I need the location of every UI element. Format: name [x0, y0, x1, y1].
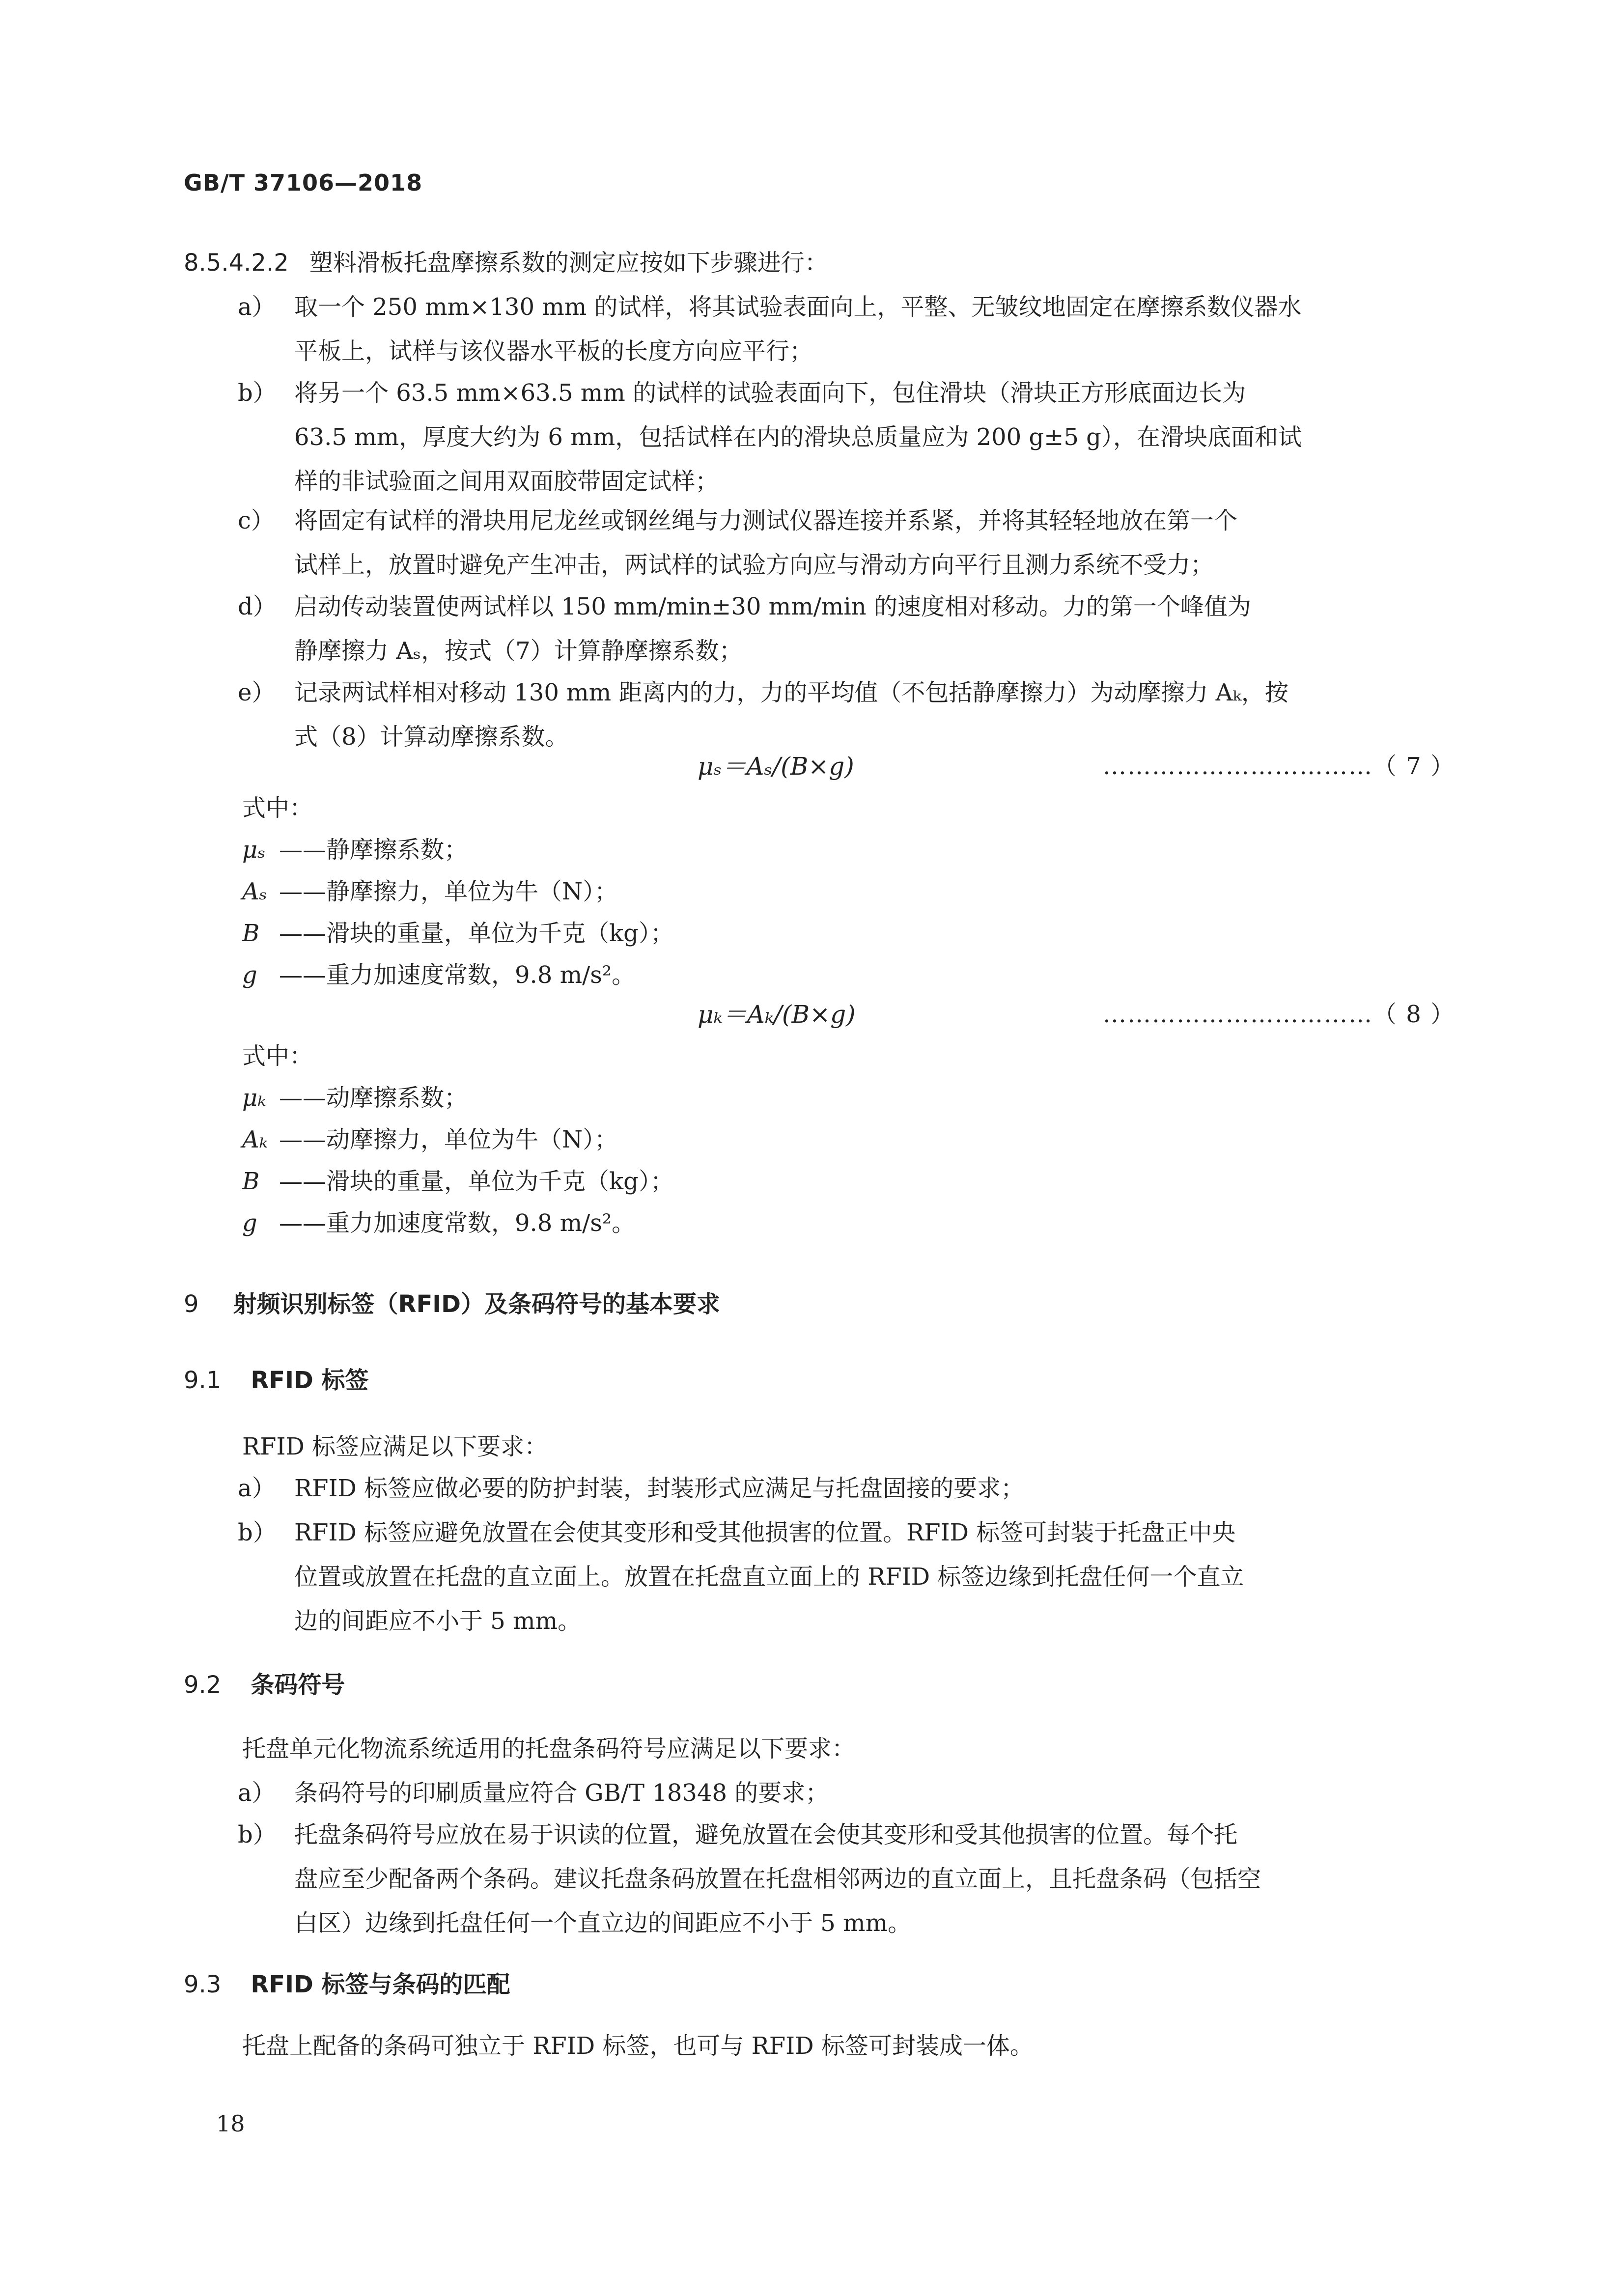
section-9-3-heading	[184, 1970, 510, 1999]
section-9-heading	[184, 1289, 720, 1319]
clause-title: 塑料滑板托盘摩擦系数的测定应按如下步骤进行：	[309, 249, 828, 277]
formula-8-number: ……………………………（ 8 ）	[1103, 1001, 1456, 1028]
variable-row	[242, 1125, 618, 1154]
barcode-item-b	[238, 1813, 1451, 1945]
step-text	[294, 371, 1451, 504]
step-line: 式（8）计算动摩擦系数。	[294, 723, 569, 751]
step-line: 记录两试样相对移动 130 mm 距离内的力，力的平均值（不包括静摩擦力）为动摩擦力 Aₖ，按	[294, 679, 1288, 706]
variable-desc: ——重力加速度常数，9.8 m/s²。	[279, 961, 636, 989]
section-9-2-heading	[184, 1670, 345, 1700]
clause-heading	[184, 248, 828, 278]
section-intro: 托盘单元化物流系统适用的托盘条码符号应满足以下要求：	[242, 1735, 856, 1763]
barcode-item-a	[238, 1771, 1451, 1815]
variable-desc: ——静摩擦力，单位为牛（N）；	[279, 878, 618, 905]
step-line: 平板上，试样与该仪器水平板的长度方向应平行；	[294, 337, 813, 365]
step-d	[238, 585, 1451, 673]
section-number: 9	[184, 1290, 199, 1318]
section-title: RFID 标签与条码的匹配	[251, 1971, 510, 1998]
step-line: 将另一个 63.5 mm×63.5 mm 的试样的试验表面向下，包住滑块（滑块正方形底面边长为	[294, 379, 1246, 407]
section-number: 9.1	[184, 1367, 222, 1394]
section-title: 条码符号	[251, 1671, 345, 1699]
step-a	[238, 285, 1451, 373]
step-text	[294, 585, 1451, 673]
item-line: RFID 标签应做必要的防护封装，封装形式应满足与托盘固接的要求；	[294, 1475, 1025, 1502]
formula-8: μₖ＝Aₖ/(B×g)	[698, 1000, 856, 1029]
variable-row	[242, 1083, 468, 1113]
section-number: 9.3	[184, 1971, 222, 1998]
item-label: a）	[238, 1475, 276, 1502]
formula-7-number: ……………………………（ 7 ）	[1103, 753, 1456, 780]
step-e	[238, 671, 1451, 759]
item-label: b）	[238, 1519, 277, 1546]
section-number: 9.2	[184, 1671, 222, 1699]
variable-symbol: g	[242, 961, 257, 989]
where-label: 式中：	[242, 794, 313, 822]
item-label: b）	[238, 1821, 277, 1848]
item-text	[294, 1466, 1451, 1511]
section-title: 射频识别标签（RFID）及条码符号的基本要求	[233, 1290, 721, 1318]
section-intro: RFID 标签应满足以下要求：	[242, 1433, 548, 1460]
formula-7: μₛ＝Aₛ/(B×g)	[698, 752, 854, 781]
step-label: b）	[238, 379, 277, 407]
step-line: 启动传动装置使两试样以 150 mm/min±30 mm/min 的速度相对移动。力的第一个峰值为	[294, 593, 1251, 620]
variable-row	[242, 960, 635, 990]
item-line: 盘应至少配备两个条码。建议托盘条码放置在托盘相邻两边的直立面上，且托盘条码（包括空	[294, 1865, 1261, 1893]
variable-row	[242, 835, 468, 865]
item-line: 边的间距应不小于 5 mm。	[294, 1607, 582, 1635]
variable-symbol: μₛ	[242, 836, 266, 864]
variable-symbol: μₖ	[242, 1084, 266, 1112]
item-line: RFID 标签应避免放置在会使其变形和受其他损害的位置。RFID 标签可封装于托盘正中央	[294, 1519, 1236, 1546]
item-line: 白区）边缘到托盘任何一个直立边的间距应不小于 5 mm。	[294, 1909, 912, 1937]
item-line: 位置或放置在托盘的直立面上。放置在托盘直立面上的 RFID 标签边缘到托盘任何一个直立	[294, 1563, 1244, 1591]
item-line: 托盘条码符号应放在易于识读的位置，避免放置在会使其变形和受其他损害的位置。每个托	[294, 1821, 1238, 1848]
section-text: 托盘上配备的条码可独立于 RFID 标签，也可与 RFID 标签可封装成一体。	[242, 2032, 1034, 2060]
step-label: d）	[238, 593, 277, 620]
step-line: 取一个 250 mm×130 mm 的试样，将其试验表面向上，平整、无皱纹地固定在摩擦系数仪器水	[294, 293, 1302, 321]
variable-desc: ——重力加速度常数，9.8 m/s²。	[279, 1209, 636, 1237]
step-b	[238, 371, 1451, 504]
section-9-1-heading	[184, 1366, 369, 1395]
step-c	[238, 499, 1451, 587]
variable-symbol: Aₖ	[242, 1126, 268, 1153]
variable-desc: ——滑块的重量，单位为千克（kg）；	[279, 920, 674, 947]
item-text	[294, 1511, 1451, 1643]
where-label: 式中：	[242, 1042, 313, 1070]
step-line: 静摩擦力 Aₛ，按式（7）计算静摩擦系数；	[294, 637, 743, 665]
item-text	[294, 1771, 1451, 1815]
variable-row	[242, 919, 674, 948]
section-title: RFID 标签	[251, 1367, 369, 1394]
rfid-item-b	[238, 1511, 1451, 1643]
step-label: a）	[238, 293, 276, 321]
item-label: a）	[238, 1779, 276, 1807]
variable-desc: ——动摩擦力，单位为牛（N）；	[279, 1126, 618, 1153]
step-text	[294, 499, 1451, 587]
variable-row	[242, 877, 618, 906]
variable-row	[242, 1208, 635, 1238]
step-label: c）	[238, 507, 275, 534]
step-line: 将固定有试样的滑块用尼龙丝或钢丝绳与力测试仪器连接并系紧，并将其轻轻地放在第一个	[294, 507, 1238, 534]
standard-number: GB/T 37106—2018	[184, 169, 423, 196]
step-line: 63.5 mm，厚度大约为 6 mm，包括试样在内的滑块总质量应为 200 g±5 g），在滑块底面和试	[294, 423, 1302, 451]
page-number: 18	[216, 2110, 245, 2137]
step-text	[294, 671, 1451, 759]
variable-symbol: g	[242, 1209, 257, 1237]
variable-symbol: Aₛ	[242, 878, 267, 905]
variable-symbol: B	[242, 1168, 260, 1195]
variable-row	[242, 1167, 674, 1196]
step-line: 样的非试验面之间用双面胶带固定试样；	[294, 468, 719, 495]
step-label: e）	[238, 679, 276, 706]
variable-desc: ——动摩擦系数；	[279, 1084, 468, 1112]
step-text	[294, 285, 1451, 373]
variable-desc: ——静摩擦系数；	[279, 836, 468, 864]
item-line: 条码符号的印刷质量应符合 GB/T 18348 的要求；	[294, 1779, 829, 1807]
variable-desc: ——滑块的重量，单位为千克（kg）；	[279, 1168, 674, 1195]
rfid-item-a	[238, 1466, 1451, 1511]
variable-symbol: B	[242, 920, 260, 947]
clause-number: 8.5.4.2.2	[184, 249, 289, 277]
step-line: 试样上，放置时避免产生冲击，两试样的试验方向应与滑动方向平行且测力系统不受力；	[294, 551, 1214, 579]
item-text	[294, 1813, 1451, 1945]
